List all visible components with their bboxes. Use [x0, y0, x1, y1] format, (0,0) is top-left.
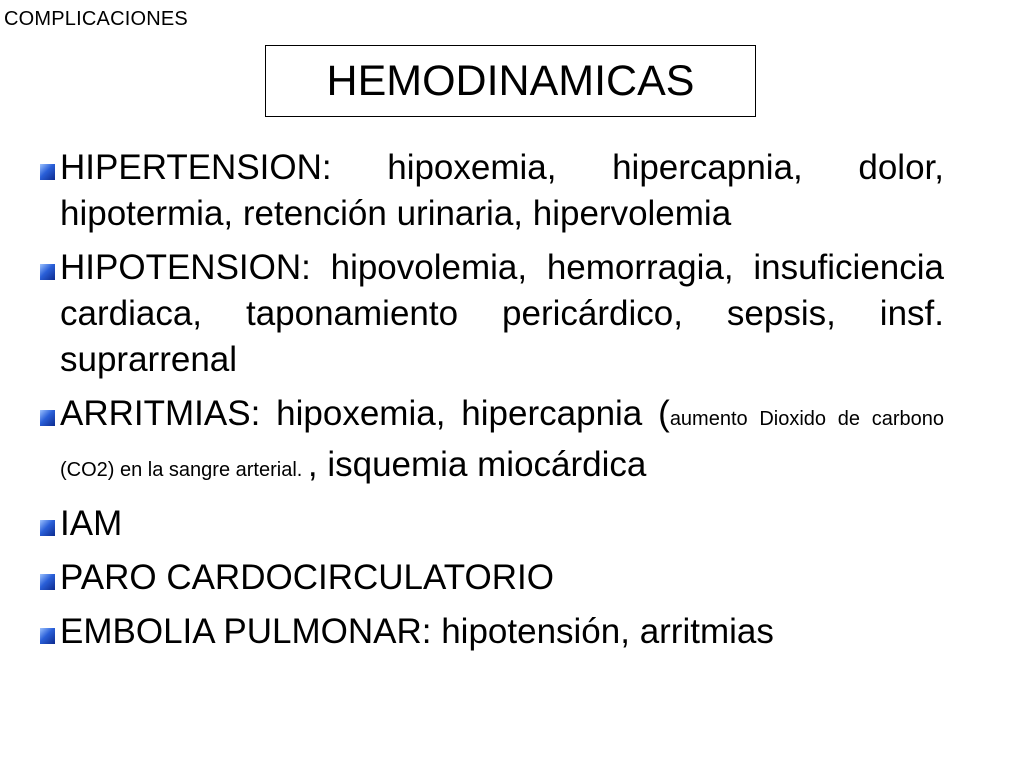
- bullet-text: EMBOLIA PULMONAR: hipotensión, arritmias: [60, 612, 774, 651]
- bullet-square-icon: [40, 410, 55, 426]
- bullet-square-icon: [40, 574, 55, 590]
- bullet-square-icon: [40, 628, 55, 644]
- section-label: COMPLICACIONES: [4, 8, 188, 30]
- bullet-text-tail: , isquemia miocárdica: [307, 445, 647, 484]
- bullet-item-embolia: [40, 609, 944, 655]
- bullet-text: IAM: [60, 504, 123, 543]
- bullet-note: aumento Dioxido de carbono (CO2) en la sangre arterial.: [60, 408, 944, 481]
- bullet-item-paro: [40, 555, 944, 601]
- bullet-item-iam: [40, 501, 944, 547]
- bullet-item-hipertension: [40, 145, 944, 237]
- bullet-item-hipotension: [40, 245, 944, 383]
- bullet-item-arritmias: [40, 391, 944, 493]
- slide-title: HEMODINAMICAS: [265, 45, 756, 117]
- bullet-text: PARO CARDOCIRCULATORIO: [60, 558, 554, 597]
- bullet-list: [40, 145, 944, 663]
- bullet-square-icon: [40, 164, 55, 180]
- bullet-square-icon: [40, 520, 55, 536]
- bullet-square-icon: [40, 264, 55, 280]
- bullet-text: HIPOTENSION: hipovolemia, hemorragia, insuficiencia cardiaca, taponamiento pericárdico, sepsis, insf. suprarrenal: [60, 248, 944, 379]
- bullet-text-lead: ARRITMIAS: hipoxemia, hipercapnia (: [60, 394, 670, 433]
- bullet-text: HIPERTENSION: hipoxemia, hipercapnia, dolor, hipotermia, retención urinaria, hipervolemia: [60, 148, 944, 233]
